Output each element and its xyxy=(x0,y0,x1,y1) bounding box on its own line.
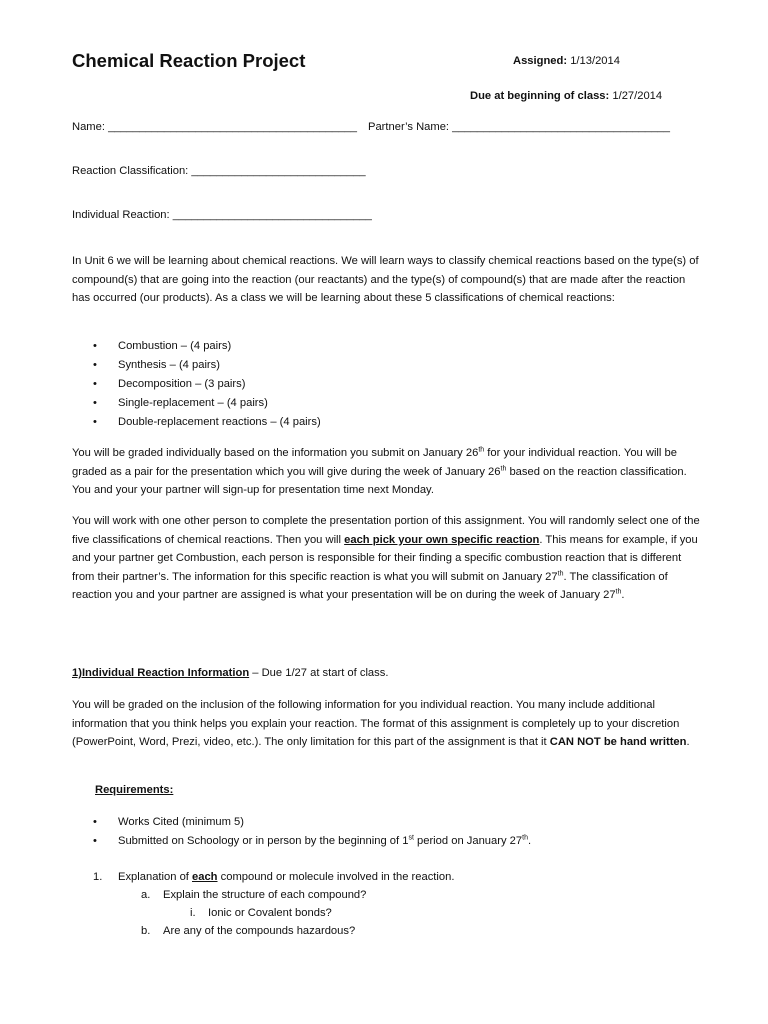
work-text-4: . xyxy=(621,589,625,602)
ordinal-suffix: st xyxy=(408,834,414,842)
section-1-heading xyxy=(72,667,388,679)
requirement-item xyxy=(118,835,531,847)
outline-subitem: Are any of the compounds hazardous? xyxy=(163,925,356,937)
outline-text-2: compound or molecule involved in the reaction. xyxy=(217,871,455,883)
name-field[interactable] xyxy=(72,121,357,133)
individual-reaction-field[interactable] xyxy=(72,209,372,221)
work-paragraph xyxy=(72,512,700,605)
individual-reaction-blank[interactable]: ________________________________ xyxy=(172,209,372,221)
reaction-classification-blank[interactable]: ____________________________ xyxy=(191,165,366,177)
outline-letter: a. xyxy=(141,889,151,901)
list-item: Single-replacement – (4 pairs) xyxy=(118,397,268,409)
ordinal-suffix: th xyxy=(500,464,507,472)
bullet-icon: • xyxy=(93,835,97,847)
document-title: Chemical Reaction Project xyxy=(72,50,306,71)
assigned-date: 1/13/2014 xyxy=(570,55,620,67)
bullet-icon: • xyxy=(93,340,97,352)
requirement-text-3: . xyxy=(527,835,532,847)
outline-subitem: Explain the structure of each compound? xyxy=(163,889,367,901)
section-number: 1) xyxy=(72,667,82,679)
list-item: Double-replacement reactions – (4 pairs) xyxy=(118,416,321,428)
section-title: Individual Reaction Information xyxy=(81,667,250,679)
outline-number: 1. xyxy=(93,871,103,883)
work-text-2: . This means for example, if you and your partner get Combustion, each person is responsible for their finding a specific combustion reaction that is different from their partner’s. The information for this specific reaction is what you will submit on January 27 xyxy=(72,533,698,583)
section-1-emphasis: CAN NOT be hand written xyxy=(549,736,687,749)
due-label: Due at beginning of class: xyxy=(470,90,610,102)
partner-name-blank[interactable]: ___________________________________ xyxy=(452,121,670,133)
grading-text-3: based on the reaction classification. You and your your partner will sign-up for presentation time next Monday. xyxy=(72,465,687,497)
section-due: – Due 1/27 at start of class. xyxy=(249,667,389,679)
reaction-classification-label: Reaction Classification: xyxy=(72,165,189,177)
work-text-1: You will work with one other person to complete the presentation portion of this assignment. You will randomly select one of the five classifications of chemical reactions. Then you will xyxy=(72,515,700,546)
outline-letter: b. xyxy=(141,925,151,937)
reaction-classification-field[interactable] xyxy=(72,165,366,177)
outline-emphasis: each xyxy=(192,871,218,883)
ordinal-suffix: th xyxy=(478,446,485,454)
ordinal-suffix: th xyxy=(615,588,622,596)
individual-reaction-label: Individual Reaction: xyxy=(72,209,170,221)
list-item: Combustion – (4 pairs) xyxy=(118,340,232,352)
assigned-line xyxy=(513,55,620,67)
name-blank[interactable]: ________________________________________ xyxy=(108,121,357,133)
assigned-label: Assigned: xyxy=(513,55,568,67)
requirement-item: Works Cited (minimum 5) xyxy=(118,816,244,828)
bullet-icon: • xyxy=(93,416,97,428)
outline-subsubitem: Ionic or Covalent bonds? xyxy=(208,907,332,919)
outline-item xyxy=(118,871,454,883)
ordinal-suffix: th xyxy=(557,570,564,578)
bullet-icon: • xyxy=(93,397,97,409)
work-text-3: . The classification of reaction you and your partner are assigned is what your presentation will be on during the week of January 27 xyxy=(72,570,668,602)
grading-text-2: for your individual reaction. You will be graded as a pair for the presentation which you will give during the week of January 26 xyxy=(72,447,677,478)
bullet-icon: • xyxy=(93,359,97,371)
requirement-text-1: Submitted on Schoology or in person by the beginning of 1 xyxy=(118,835,409,847)
section-1-text-2: . xyxy=(686,736,690,749)
due-date: 1/27/2014 xyxy=(612,90,663,102)
due-line xyxy=(470,90,662,102)
requirement-text-2: period on January 27 xyxy=(413,835,523,847)
outline-roman: i. xyxy=(190,907,196,919)
bullet-icon: • xyxy=(93,378,97,390)
section-1-text-1: You will be graded on the inclusion of the following information for you individual reaction. You many include additional information that you think helps you explain your reaction. The format of this assignment is completely up to your discretion (PowerPoint, Word, Prezi, video, etc.). The only limitation for this part of the assignment is that it xyxy=(72,699,680,749)
intro-paragraph: In Unit 6 we will be learning about chemical reactions. We will learn ways to classify chemical reactions based on the type(s) of compound(s) that are going into the reaction (our reactants) and the type(s) of compound(s) that are made after the reaction has occurred (our products). As a class we will be learning about these 5 classifications of chemical reactions: xyxy=(72,255,699,305)
name-label: Name: xyxy=(72,121,105,133)
outline-text-1: Explanation of xyxy=(118,871,193,883)
work-emphasis: each pick your own specific reaction xyxy=(344,533,540,546)
grading-text-1: You will be graded individually based on the information you submit on January 26 xyxy=(72,447,479,459)
ordinal-suffix: th xyxy=(522,834,528,842)
requirements-heading: Requirements: xyxy=(95,784,174,796)
list-item: Decomposition – (3 pairs) xyxy=(118,378,246,390)
list-item: Synthesis – (4 pairs) xyxy=(118,359,220,371)
section-1-paragraph xyxy=(72,696,700,752)
partner-name-field[interactable] xyxy=(368,121,670,133)
partner-name-label: Partner’s Name: xyxy=(368,121,450,133)
bullet-icon: • xyxy=(93,816,97,828)
grading-paragraph xyxy=(72,444,700,500)
